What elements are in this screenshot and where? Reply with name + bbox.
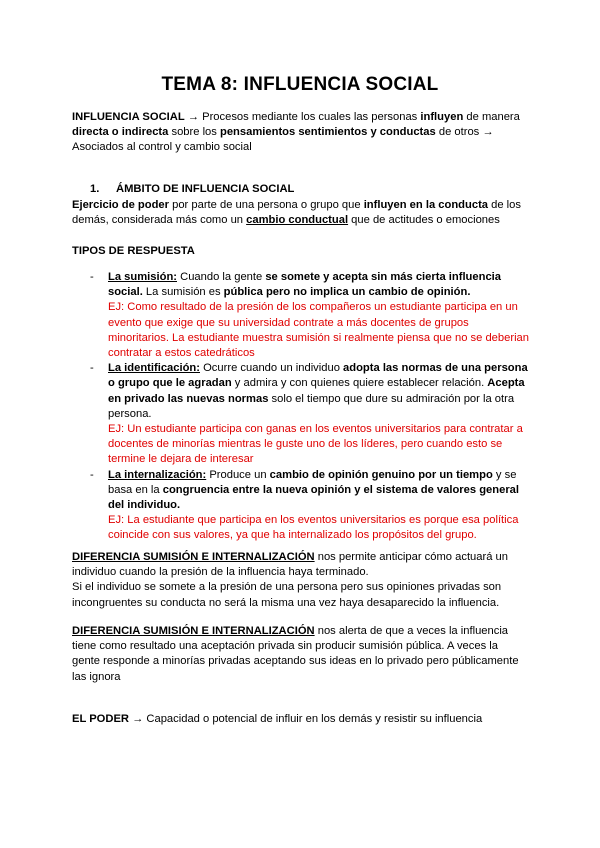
- intro-text: sobre los: [168, 126, 220, 139]
- item-text: y se basa en la: [108, 468, 517, 496]
- example-text: EJ: Un estudiante participa con ganas en los eventos universitarios para contratar a docentes de minorías mientras le guste uno de los líderes, pero cuando esto se termine le dejara de interesar: [108, 423, 523, 466]
- item-text: solo el tiempo que dure su admiración por la otra persona.: [108, 392, 515, 420]
- intro-bold: pensamientos sentimientos y conductas: [220, 126, 436, 139]
- section-bold: influyen en la conducta: [363, 199, 489, 211]
- section-text: de los demás, considerada más como un: [72, 199, 521, 227]
- page-title: TEMA 8: INFLUENCIA SOCIAL: [161, 74, 439, 95]
- tipos-heading: TIPOS DE RESPUESTA: [72, 245, 195, 257]
- list-item-body: [108, 270, 530, 300]
- section-bold: Ejercicio de poder: [72, 199, 169, 211]
- list-dash: -: [90, 362, 94, 375]
- difference-label: DIFERENCIA SUMISIÓN E INTERNALIZACIÓN: [72, 625, 315, 637]
- item-label: La sumisión:: [108, 271, 177, 283]
- item-bold: adopta las normas de una persona o grupo que le agradan: [108, 362, 528, 390]
- intro-paragraph: [72, 110, 528, 156]
- intro-text: → Procesos mediante los cuales las personas: [184, 111, 421, 123]
- example-text: EJ: La estudiante que participa en los eventos universitarios es porque esa política coincide con sus valores, ya que ha internalizado los propósitos del grupo.: [108, 514, 519, 542]
- intro-text: de otros → Asociados al control y cambio social: [72, 126, 494, 154]
- list-dash: -: [90, 468, 94, 481]
- response-types-list: [90, 270, 530, 544]
- section-1-paragraph: [72, 198, 528, 228]
- item-bold: Acepta en privado las nuevas normas: [108, 377, 525, 405]
- example-text: EJ: Como resultado de la presión de los compañeros un estudiante participa en un evento que exige que su universidad contrate a más docentes de grupos minoritarios. La estudiante muestra sumisión si realmente piensa que no se deberian contratar a estos catedráticos: [108, 301, 530, 360]
- difference-text-2: Si el individuo se somete a la presión de una persona pero sus opiniones privadas son incongruentes su conducta no será la misma una vez haya desaparecido la influencia.: [72, 581, 502, 609]
- difference-paragraph-2: [72, 624, 528, 685]
- poder-label: EL PODER: [72, 713, 129, 725]
- poder-text: → Capacidad o potencial de influir en los demás y resistir su influencia: [129, 713, 483, 725]
- difference-text: nos alerta de que a veces la influencia tiene como resultado una aceptación privada sin producir sumisión pública. A veces la gente responde a minorías privadas aceptando sus ideas en lo privado pero públicamente las ignora: [72, 625, 519, 683]
- difference-paragraph-1: [72, 550, 528, 611]
- item-text: y admira y con quienes quiere establecer relación.: [231, 377, 488, 390]
- list-item-body: [108, 361, 530, 422]
- item-text: La sumisión es: [142, 286, 224, 299]
- item-text: Produce un: [206, 468, 270, 481]
- intro-text: de manera: [463, 111, 520, 123]
- item-bold: congruencia entre la nueva opinión y el sistema de valores general del individuo.: [108, 483, 520, 512]
- list-item-internalizacion: [90, 468, 530, 544]
- item-label: La internalización:: [108, 468, 207, 481]
- list-dash: -: [90, 271, 94, 283]
- item-text: Cuando la gente: [177, 271, 266, 283]
- intro-term: INFLUENCIA SOCIAL: [72, 111, 185, 123]
- item-bold: pública pero no implica un cambio de opinión.: [223, 286, 471, 299]
- item-bold: se somete y acepta sin más cierta influencia social.: [108, 271, 501, 299]
- list-item-sumision: [90, 270, 530, 361]
- item-label: La identificación:: [108, 362, 200, 375]
- section-number: 1.: [90, 183, 100, 195]
- section-text: por parte de una persona o grupo que: [169, 199, 364, 211]
- difference-label: DIFERENCIA SUMISIÓN E INTERNALIZACIÓN: [72, 551, 315, 563]
- section-text: que de actitudes o emociones: [348, 214, 500, 227]
- item-bold: cambio de opinión genuino por un tiempo: [269, 468, 493, 481]
- section-1-heading: [72, 182, 528, 197]
- poder-paragraph: [72, 712, 528, 727]
- list-item-identificacion: [90, 361, 530, 467]
- difference-text: nos permite anticipar cómo actuará un individuo cuando la presión de la influencia haya terminado.: [72, 551, 509, 579]
- section-heading: ÁMBITO DE INFLUENCIA SOCIAL: [116, 183, 295, 195]
- intro-bold: influyen: [420, 111, 464, 123]
- item-text: Ocurre cuando un individuo: [200, 362, 344, 375]
- section-bold-underline: cambio conductual: [246, 214, 349, 227]
- list-item-body: [108, 468, 530, 514]
- intro-bold: directa o indirecta: [72, 126, 169, 139]
